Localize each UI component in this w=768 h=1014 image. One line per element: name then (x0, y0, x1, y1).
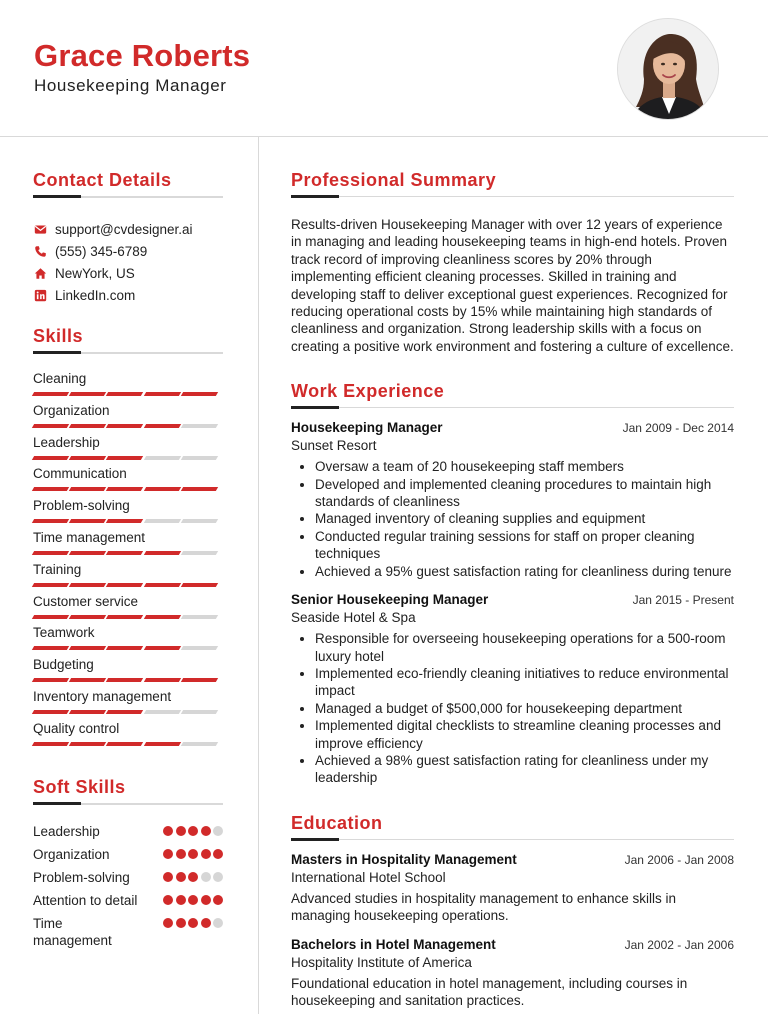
soft-skill-item (33, 846, 223, 863)
skill-item (33, 402, 223, 434)
skill-level-segment-empty (181, 615, 218, 619)
soft-skill-rating (163, 846, 223, 859)
rating-dot-filled (163, 872, 173, 882)
skill-name: Leadership (33, 434, 100, 450)
skill-level-segment-filled (106, 456, 143, 460)
contact-email[interactable] (33, 218, 223, 240)
soft-skill-item (33, 823, 223, 840)
skill-item (33, 465, 223, 497)
skill-level-bar (33, 710, 223, 714)
education-degree: Masters in Hospitality Management (291, 851, 517, 867)
contact-phone[interactable] (33, 240, 223, 262)
skill-level-segment-filled (143, 487, 180, 491)
skill-level-segment-filled (143, 551, 180, 555)
section-underline (33, 196, 223, 198)
skill-level-segment-empty (143, 710, 180, 714)
rating-dot-filled (176, 872, 186, 882)
job-list (291, 420, 734, 787)
skill-item (33, 561, 223, 593)
left-column (33, 170, 223, 955)
skill-level-segment-filled (32, 646, 69, 650)
section-underline (291, 407, 734, 408)
skill-level-bar (33, 424, 223, 428)
skill-level-segment-filled (32, 678, 69, 682)
skill-level-segment-filled (106, 710, 143, 714)
rating-dot-filled (201, 895, 211, 905)
skill-level-segment-filled (181, 487, 218, 491)
skills-section-title: Skills (33, 326, 84, 346)
summary-section-title: Professional Summary (291, 170, 497, 190)
skill-level-segment-filled (106, 583, 143, 587)
contact-location (33, 262, 223, 284)
skill-name: Teamwork (33, 625, 95, 641)
skill-level-bar (33, 551, 223, 555)
skill-level-segment-filled (32, 551, 69, 555)
skill-level-segment-filled (106, 551, 143, 555)
skill-level-segment-filled (69, 456, 106, 460)
job-title: Senior Housekeeping Manager (291, 592, 489, 608)
rating-dot-empty (213, 826, 223, 836)
skill-level-segment-filled (143, 583, 180, 587)
soft-skill-rating (163, 823, 223, 836)
soft-skill-list (33, 823, 223, 949)
skill-level-segment-filled (181, 392, 218, 396)
rating-dot-filled (201, 849, 211, 859)
soft-skill-name: Leadership (33, 823, 100, 839)
education-description: Foundational education in hotel management, including courses in housekeeping and sanitation practices. (291, 975, 688, 1008)
rating-dot-empty (213, 918, 223, 928)
skill-level-segment-filled (69, 710, 106, 714)
skill-level-bar (33, 392, 223, 396)
skill-level-segment-filled (69, 646, 106, 650)
skill-level-segment-filled (143, 615, 180, 619)
soft-skill-item (33, 892, 223, 909)
skill-name: Cleaning (33, 371, 87, 386)
skill-level-segment-empty (181, 710, 218, 714)
skill-name: Problem-solving (33, 498, 130, 514)
education-school: International Hotel School (291, 869, 446, 885)
rating-dot-filled (176, 918, 186, 928)
rating-dot-filled (201, 918, 211, 928)
section-underline (33, 352, 223, 354)
rating-dot-empty (201, 872, 211, 882)
job-entry (291, 420, 734, 580)
rating-dot-filled (176, 826, 186, 836)
skill-item (33, 720, 223, 752)
soft-skill-rating (163, 869, 223, 882)
skill-item (33, 624, 223, 656)
job-bullet: • Managed a budget of $500,000 for housekeeping department (315, 700, 734, 717)
education-dates: Jan 2002 - Jan 2006 (624, 937, 734, 952)
skill-level-segment-filled (32, 615, 69, 619)
skill-level-segment-filled (181, 678, 218, 682)
soft-skill-name: Organization (33, 846, 110, 862)
soft-skills-section (33, 777, 223, 949)
rating-dot-empty (213, 872, 223, 882)
education-list (291, 852, 734, 1010)
skill-name: Time management (33, 529, 146, 545)
job-dates: Jan 2009 - Dec 2014 (622, 421, 734, 436)
soft-skill-name: Time management (33, 915, 112, 948)
skill-level-segment-filled (143, 742, 180, 746)
soft-skill-item (33, 915, 223, 949)
skill-level-segment-filled (32, 710, 69, 714)
contact-list (33, 218, 223, 306)
skill-level-segment-filled (32, 742, 69, 746)
phone-icon (33, 244, 47, 258)
skill-level-segment-filled (106, 646, 143, 650)
skill-level-segment-empty (181, 646, 218, 650)
job-header (291, 592, 734, 607)
skill-level-segment-empty (181, 742, 218, 746)
skill-level-segment-filled (69, 551, 106, 555)
rating-dot-filled (188, 872, 198, 882)
contact-location-value: NewYork, US (55, 265, 135, 281)
skill-level-segment-filled (106, 519, 143, 523)
job-company: Seaside Hotel & Spa (291, 610, 416, 626)
skill-level-bar (33, 519, 223, 523)
right-column (291, 170, 734, 1009)
skill-level-segment-filled (106, 424, 143, 428)
contact-phone-value: (555) 345-6789 (55, 243, 148, 259)
skill-level-segment-filled (32, 583, 69, 587)
section-underline (291, 839, 734, 840)
education-header (291, 937, 734, 952)
skill-level-segment-filled (69, 487, 106, 491)
soft-skills-section-title: Soft Skills (33, 776, 126, 797)
skill-level-segment-filled (143, 392, 180, 396)
skill-name: Organization (33, 402, 110, 418)
skill-level-segment-empty (181, 424, 218, 428)
skill-name: Budgeting (33, 657, 94, 673)
soft-skill-rating (163, 892, 223, 905)
skill-level-segment-filled (32, 487, 69, 491)
job-bullet: • Oversaw a team of 20 housekeeping staff members (315, 458, 734, 475)
skill-level-segment-empty (181, 456, 218, 460)
job-bullet: • Managed inventory of cleaning supplies and equipment (315, 510, 734, 527)
rating-dot-filled (188, 918, 198, 928)
education-entry (291, 852, 734, 925)
job-title: Housekeeping Manager (291, 420, 443, 436)
soft-skill-name: Attention to detail (33, 892, 138, 908)
skill-level-segment-filled (143, 424, 180, 428)
skill-level-segment-filled (69, 583, 106, 587)
skill-level-bar (33, 646, 223, 650)
soft-skill-item (33, 869, 223, 886)
skill-level-bar (33, 456, 223, 460)
skill-item (33, 497, 223, 529)
education-school: Hospitality Institute of America (291, 954, 472, 970)
rating-dot-filled (176, 849, 186, 859)
rating-dot-filled (163, 826, 173, 836)
column-divider (258, 137, 259, 1014)
skill-level-segment-filled (69, 424, 106, 428)
rating-dot-filled (201, 826, 211, 836)
profile-photo-illustration (618, 19, 719, 120)
rating-dot-filled (188, 849, 198, 859)
linkedin-icon (33, 288, 47, 302)
skill-name: Quality control (33, 720, 120, 736)
rating-dot-filled (163, 918, 173, 928)
skill-level-segment-filled (69, 678, 106, 682)
skill-level-segment-empty (143, 456, 180, 460)
job-bullets (291, 630, 734, 787)
work-experience-section-title: Work Experience (291, 381, 445, 402)
skill-level-segment-filled (106, 392, 143, 396)
skill-level-segment-empty (181, 519, 218, 523)
skill-level-segment-filled (106, 615, 143, 619)
skill-item (33, 529, 223, 561)
education-section-title: Education (291, 812, 383, 833)
job-bullet: • Responsible for overseeing housekeeping operations for a 500-room luxury hotel (315, 630, 734, 665)
skill-level-segment-filled (106, 678, 143, 682)
rating-dot-filled (188, 895, 198, 905)
skill-level-bar (33, 487, 223, 491)
contact-linkedin[interactable] (33, 284, 223, 306)
skill-level-bar (33, 742, 223, 746)
profile-photo (617, 18, 719, 120)
candidate-title: Housekeeping Manager (34, 76, 227, 95)
skill-level-segment-filled (106, 742, 143, 746)
rating-dot-filled (163, 895, 173, 905)
job-bullets (291, 458, 734, 580)
section-underline (33, 803, 223, 805)
job-bullet: • Achieved a 98% guest satisfaction rating for cleanliness under my leadership (315, 752, 734, 787)
job-bullet: • Implemented eco-friendly cleaning initiatives to reduce environmental impact (315, 665, 734, 700)
skill-item (33, 434, 223, 466)
home-icon (33, 266, 47, 280)
rating-dot-filled (163, 849, 173, 859)
skill-name: Training (33, 561, 82, 577)
education-header (291, 852, 734, 867)
soft-skill-name: Problem-solving (33, 869, 130, 885)
rating-dot-filled (188, 826, 198, 836)
skill-level-segment-empty (181, 551, 218, 555)
section-underline (291, 196, 734, 197)
skill-level-bar (33, 583, 223, 587)
skill-item (33, 370, 223, 402)
work-experience-section (291, 381, 734, 787)
rating-dot-filled (213, 849, 223, 859)
education-entry (291, 937, 734, 1010)
skill-level-segment-filled (143, 678, 180, 682)
skill-name: Communication (33, 466, 127, 482)
resume-header (0, 0, 768, 137)
skill-level-segment-filled (32, 392, 69, 396)
skill-level-bar (33, 615, 223, 619)
job-dates: Jan 2015 - Present (632, 593, 734, 608)
education-description: Advanced studies in hospitality management to enhance skills in managing housekeeping operations. (291, 890, 676, 924)
skill-level-segment-filled (69, 742, 106, 746)
rating-dot-filled (176, 895, 186, 905)
skill-level-segment-filled (69, 519, 106, 523)
skills-section (33, 326, 223, 752)
summary-text: Results-driven Housekeeping Manager with over 12 years of experience in managing and leading housekeeping teams in high-end hotels. Proven track record of improving cleanliness scores by 20% through implementing efficient cleaning processes. Skilled in training and developing staff to deliver exceptional guest experiences. Recognized for reducing operational costs by 15% while maintaining high standards of cleanliness and organization. Strong leadership skills with a focus on creating a positive work environment and fostering a culture of excellence. (291, 217, 734, 354)
job-company: Sunset Resort (291, 438, 377, 454)
job-entry (291, 592, 734, 787)
education-dates: Jan 2006 - Jan 2008 (624, 852, 734, 867)
skill-level-bar (33, 678, 223, 682)
skill-level-segment-empty (143, 519, 180, 523)
education-degree: Bachelors in Hotel Management (291, 936, 496, 952)
skill-item (33, 688, 223, 720)
skill-level-segment-filled (69, 615, 106, 619)
job-bullet: • Achieved a 95% guest satisfaction rating for cleanliness during tenure (315, 563, 734, 580)
job-header (291, 420, 734, 435)
skill-level-segment-filled (32, 519, 69, 523)
candidate-name: Grace Roberts (34, 38, 251, 73)
job-bullet: • Implemented digital checklists to streamline cleaning processes and improve efficiency (315, 717, 734, 752)
skill-level-segment-filled (106, 487, 143, 491)
skill-item (33, 656, 223, 688)
skill-item (33, 593, 223, 625)
skill-level-segment-filled (143, 646, 180, 650)
rating-dot-filled (213, 895, 223, 905)
email-icon (33, 222, 47, 236)
contact-section-title: Contact Details (33, 170, 172, 190)
skill-level-segment-filled (32, 424, 69, 428)
skill-level-segment-filled (32, 456, 69, 460)
soft-skill-rating (163, 915, 223, 928)
skill-name: Inventory management (33, 688, 172, 704)
job-bullet: • Developed and implemented cleaning procedures to maintain high standards of cleanliness (315, 476, 734, 511)
contact-linkedin-value: LinkedIn.com (55, 287, 136, 303)
contact-email-value: support@cvdesigner.ai (55, 221, 193, 237)
skill-name: Customer service (33, 593, 139, 609)
skill-list (33, 370, 223, 752)
skill-level-segment-filled (69, 392, 106, 396)
education-section (291, 813, 734, 1010)
job-bullet: • Conducted regular training sessions for staff on proper cleaning techniques (315, 528, 734, 563)
skill-level-segment-filled (181, 583, 218, 587)
